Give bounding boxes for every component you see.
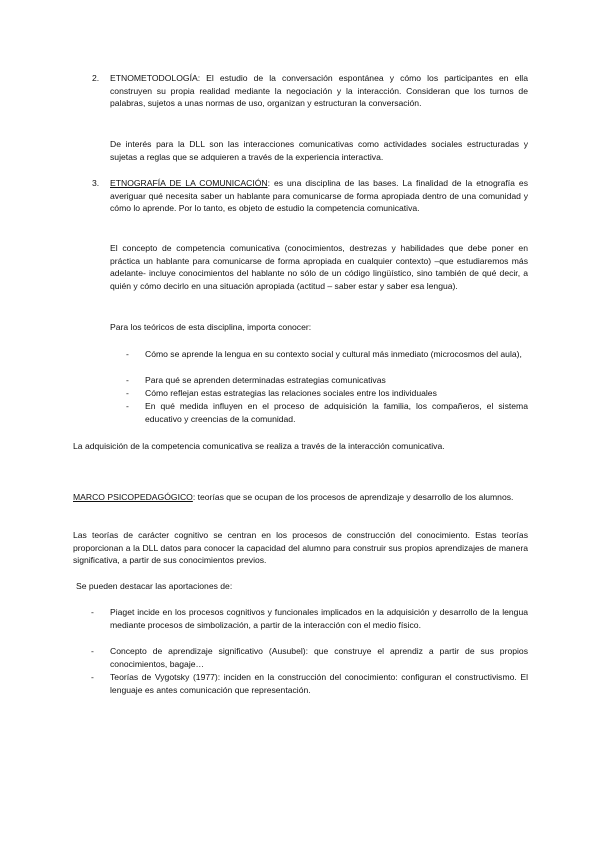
item-3-paragraph-2: El concepto de competencia comunicativa (conocimientos, destrezas y habilidades que debe poner en práctica un hablante para comunicarse de forma apropiada en cualquier contexto) –que estudiaremos más adelante- incluye conocimientos del hablante no sólo de un código lingüístico, sino también de qué decir, a quién y cómo decirlo en una situación apropiada (actitud – saber estar y saber esa lengua).	[110, 243, 528, 291]
item-2-heading: ETNOMETODOLOGÍA:	[110, 73, 201, 83]
marco-text: : teorías que se ocupan de los procesos de aprendizaje y desarrollo de los alumnos.	[192, 492, 514, 502]
summary-sentence: La adquisición de la competencia comunicativa se realiza a través de la interacción comunicativa.	[73, 441, 445, 451]
bullet-marker: -	[126, 349, 129, 359]
list-item: Para qué se aprenden determinadas estrategias comunicativas	[145, 375, 386, 385]
list-item: Piaget incide en los procesos cognitivos y funcionales implicados en la adquisición y desarrollo de la lengua mediante procesos de simbolización, a partir de la interacción con el medio físico.	[110, 607, 528, 630]
item-2-paragraph-2: De interés para la DLL son las interacciones comunicativas como actividades sociales estructuradas y sujetas a reglas que se adquieren a través de la experiencia interactiva.	[110, 139, 528, 162]
bullet-marker: -	[126, 388, 129, 398]
list-item: En qué medida influyen en el proceso de adquisición la familia, los compañeros, el sistema educativo y creencias de la comunidad.	[145, 401, 528, 424]
list-item: Cómo reflejan estas estrategias las relaciones sociales entre los individuales	[145, 388, 437, 398]
item-3-paragraph-3: Para los teóricos de esta disciplina, importa conocer:	[110, 322, 312, 332]
list-item: Concepto de aprendizaje significativo (Ausubel): que construye el aprendiz a partir de sus propios conocimientos, bagaje…	[110, 646, 528, 669]
bullet-marker: -	[126, 401, 129, 411]
bullet-marker: -	[126, 375, 129, 385]
item-3-number: 3.	[92, 178, 100, 188]
bullet-marker: -	[91, 672, 94, 682]
marco-heading: MARCO PSICOPEDAGÓGICO	[73, 492, 193, 502]
marco-paragraph-3: Se pueden destacar las aportaciones de:	[76, 581, 233, 591]
bullet-marker: -	[91, 646, 94, 656]
list-item: Teorías de Vygotsky (1977): inciden en la construcción del conocimiento: configuran el constructivismo. El lenguaje es antes comunicación que representación.	[110, 672, 528, 695]
item-3-paragraph-1	[110, 177, 528, 215]
marco-paragraph-1	[73, 491, 528, 504]
bullet-marker: -	[91, 607, 94, 617]
item-2-text: El estudio de la conversación espontánea y cómo los participantes en ella construyen su propia realidad mediante la negociación y la interacción. Consideran que los turnos de palabras, sujetos a unas normas de uso, organizan y estructuran la conversación.	[110, 73, 528, 109]
marco-paragraph-2: Las teorías de carácter cognitivo se centran en los procesos de construcción del conocimiento. Estas teorías proporcionan a la DLL datos para conocer la capacidad del alumno para construir sus propios aprendizajes de manera significativa, a partir de sus conocimientos previos.	[73, 530, 528, 566]
item-2-number: 2.	[92, 73, 100, 83]
item-2-paragraph-1	[110, 72, 528, 110]
item-3-text: : es una disciplina de las bases. La finalidad de la etnografía es averiguar qué necesita saber un hablante para comunicarse de forma apropiada dentro de una comunidad y cómo lo aprende. Por lo tanto, es objeto de estudio la competencia comunicativa.	[110, 178, 528, 214]
list-item: Cómo se aprende la lengua en su contexto social y cultural más inmediato (microcosmos del aula),	[145, 349, 522, 359]
item-3-heading: ETNOGRAFÍA DE LA COMUNICACIÓN	[110, 178, 268, 188]
